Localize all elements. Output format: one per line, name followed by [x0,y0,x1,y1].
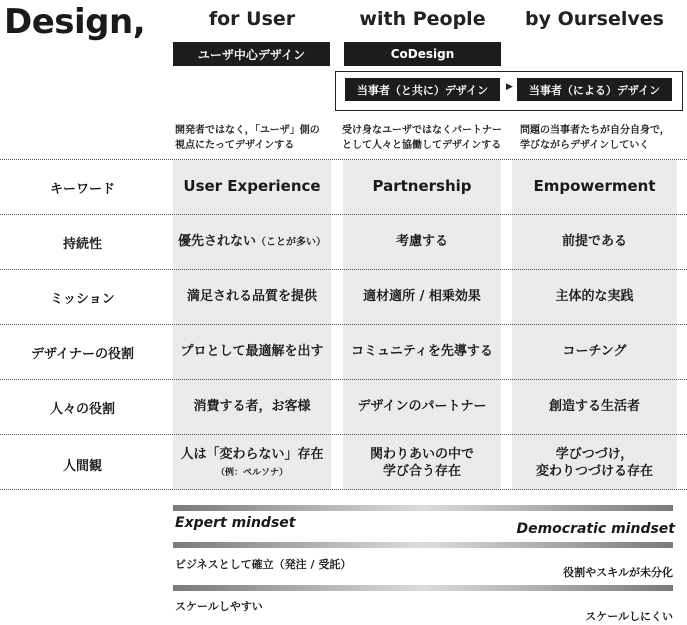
column-heading-with-people: with People [359,8,486,30]
row-divider [0,324,687,325]
cell-premise: 前提である [561,234,627,249]
description-by-ourselves [520,123,685,153]
row-label-view-of-humans: 人間観 [62,459,102,474]
description-line: 視点にたってデザインする [175,140,295,151]
cell-line: 関わりあいの中で [369,447,474,462]
column-panel-with-people [343,160,501,490]
cell-creative-citizens: 創造する生活者 [548,399,640,414]
description-for-user [175,123,335,153]
cell-user-experience: User Experience [183,177,321,195]
column-heading-by-ourselves: by Ourselves [525,8,664,30]
cell-not-prioritized [173,233,331,251]
row-divider [0,489,687,490]
cell-sub-example: （例：ペルソナ） [215,468,288,478]
hard-to-scale-label: スケールしにくい [585,610,673,623]
cell-suffix: （ことが多い） [256,237,326,248]
cell-mutual-learning [343,446,501,480]
cell-keep-changing [512,446,677,480]
row-divider [0,214,687,215]
roles-undifferentiated-label: 役割やスキルが未分化 [563,566,673,579]
row-label-people-role: 人々の役割 [49,402,115,417]
description-line: として人々と協働してデザインする [342,140,502,151]
spectrum-bar-business [173,542,673,548]
description-line: 学びながらデザインしていく [520,140,650,151]
cell-unchanging [173,446,331,482]
description-line: 問題の当事者たちが自分自身で， [520,125,670,136]
arrow-right-icon: ▶ [506,82,513,92]
column-panel-by-ourselves [512,160,677,490]
easy-to-scale-label: スケールしやすい [175,600,263,613]
cell-design-partner: デザインのパートナー [357,399,487,414]
tag-codesign: CoDesign [344,42,501,66]
step-design-by-stakeholders: 当事者（による）デザイン [517,78,672,101]
description-line: 開発者ではなく，「ユーザ」側の [175,125,320,136]
spectrum-bar-scale [173,585,673,591]
row-divider [0,379,687,380]
row-label-mission: ミッション [50,292,115,307]
business-established-label: ビジネスとして確立（発注 / 受託） [175,558,352,571]
cell-text: 人は「変わらない」存在 [180,447,324,462]
description-with-people [342,123,512,153]
cell-line: 学び合う存在 [382,464,461,479]
expert-mindset-label: Expert mindset [175,515,296,531]
cell-partnership: Partnership [372,177,472,195]
page-title: Design, [4,2,146,42]
tag-user-centered-design: ユーザ中心デザイン [173,42,330,66]
cell-empowerment: Empowerment [533,177,656,195]
column-heading-for-user: for User [208,8,296,30]
spectrum-bar-mindset [173,505,673,511]
cell-line: 学びつづけ， [555,447,634,462]
cell-lead-community: コミュニティを先導する [351,344,493,359]
column-panel-for-user [173,160,331,490]
cell-satisfying-quality: 満足される品質を提供 [186,289,317,304]
cell-right-place-synergy: 適材適所 / 相乗効果 [363,289,481,304]
step-design-with-stakeholders: 当事者（と共に）デザイン [345,78,500,101]
description-line: 受け身なユーザではなくパートナー [342,125,502,136]
row-divider [0,269,687,270]
cell-optimal-solution: プロとして最適解を出す [180,344,324,359]
cell-consumers: 消費する者，お客様 [193,399,311,414]
cell-coaching: コーチング [562,344,627,359]
cell-autonomous-practice: 主体的な実践 [555,289,634,304]
cell-considered: 考慮する [395,234,448,249]
row-divider [0,159,687,160]
row-label-sustainability: 持続性 [62,237,102,252]
democratic-mindset-label: Democratic mindset [516,521,675,537]
row-label-designer-role: デザイナーの役割 [30,347,135,362]
cell-line: 変わりつづける存在 [535,464,653,479]
row-divider [0,434,687,435]
row-label-keyword: キーワード [49,182,115,197]
cell-text: 優先されない [177,234,256,249]
